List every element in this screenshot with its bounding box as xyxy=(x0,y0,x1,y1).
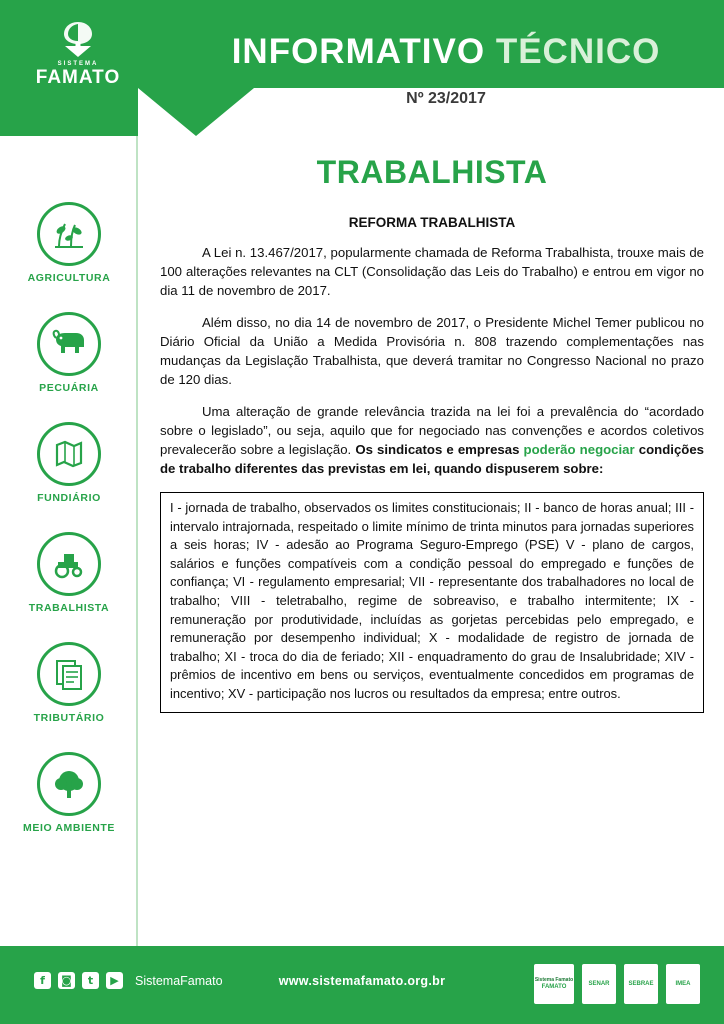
partner-logo-sebrae xyxy=(624,964,658,1004)
header-title xyxy=(196,32,696,72)
famato-logo xyxy=(30,18,126,96)
sidebar-item-meio-ambiente[interactable] xyxy=(0,752,138,834)
partner-logo-name: SENAR xyxy=(588,980,610,987)
cattle-icon xyxy=(37,312,101,376)
sidebar-item-label: PECUÁRIA xyxy=(39,382,99,394)
paragraph-2: Além disso, no dia 14 de novembro de 2017, o Presidente Michel Temer publicou no Diário Oficial da União a Medida Provisória n. 808 trazendo complementações nas mudanças da Legislação Trabalhista, que deverá tramitar no Congresso Nacional no prazo de 120 dias. xyxy=(160,315,704,387)
sidebar-item-label: AGRICULTURA xyxy=(27,272,111,284)
sidebar-item-pecuaria[interactable] xyxy=(0,312,138,394)
logo-sistema-text: SISTEMA xyxy=(57,61,99,67)
paragraph-3-bold-2: condições de trabalho diferentes das previstas em lei, quando dispuserem sobre: xyxy=(160,442,704,476)
page-title: TRABALHISTA xyxy=(316,154,548,190)
paragraph-1: A Lei n. 13.467/2017, popularmente chamada de Reforma Trabalhista, trouxe mais de 100 alterações relevantes na CLT (Consolidação das Leis do Trabalho) e entrou em vigor no dia 11 de novembro de 2017. xyxy=(160,245,704,298)
partner-logo-name: FAMATO xyxy=(541,984,567,990)
sidebar-item-label: TRIBUTÁRIO xyxy=(33,712,105,724)
sidebar-item-agricultura[interactable] xyxy=(0,202,138,284)
partner-logo-senar xyxy=(582,964,616,1004)
logo-famato-text: FAMATO xyxy=(35,67,121,88)
tractor-icon xyxy=(37,532,101,596)
sidebar-item-trabalhista[interactable] xyxy=(0,532,138,614)
page-header xyxy=(0,0,724,136)
page-footer xyxy=(0,946,724,1024)
leaf-logo-icon xyxy=(55,18,101,58)
land-map-icon xyxy=(37,422,101,486)
sidebar-item-label: TRABALHISTA xyxy=(28,602,110,614)
facebook-icon[interactable]: f xyxy=(34,972,51,989)
plants-icon xyxy=(37,202,101,266)
youtube-icon[interactable]: ▶ xyxy=(106,972,123,989)
paragraph-3 xyxy=(160,402,704,478)
twitter-icon[interactable]: t xyxy=(82,972,99,989)
enumerated-items-box: I - jornada de trabalho, observados os limites constitucionais; II - banco de horas anual; III - intervalo intrajornada, respeitado o limite mínimo de trinta minutos para jornadas superiores a seis horas; IV - adesão ao Programa Seguro-Emprego (PSE) V - plano de cargos, salários e funções compatíveis com a condição pessoal do empregado e funções de confiança; VI - regulamento empresarial; VII - representante dos trabalhadores no local de trabalho; VIII - teletrabalho, regime de sobreaviso, e trabalho intermitente; IX - remuneração por produtividade, incluídas as gorjetas percebidas pelo empregado, e remuneração por desempenho individual; X - modalidade de registro de jornada de trabalho; XI - troca do dia de feriado; XII - enquadramento do grau de Insalubridade; XIV - prêmios de incentivo em bens ou serviços, eventualmente concedidos em programas de incentivo; XV - participação nos lucros ou resultados da empresa; entre outros. xyxy=(160,492,704,713)
sidebar-item-tributario[interactable] xyxy=(0,642,138,724)
paragraph-3-bold-1: Os sindicatos e empresas xyxy=(355,442,524,457)
category-sidebar xyxy=(0,136,138,946)
tree-icon xyxy=(37,752,101,816)
website-url[interactable]: www.sistemafamato.org.br xyxy=(278,974,446,988)
document-content xyxy=(160,136,704,713)
sidebar-item-label: MEIO AMBIENTE xyxy=(23,822,115,834)
partner-logos xyxy=(534,964,700,1004)
social-handle: SistemaFamato xyxy=(135,973,223,988)
paragraph-3-plain: Uma alteração de grande relevância trazida na lei foi a prevalência do “acordado sobre o legislado”, ou seja, aquilo que for negociado nas convenções e acordos coletivos prevalecerão sobre a legislação. xyxy=(160,404,704,457)
partner-logo-famato xyxy=(534,964,574,1004)
sidebar-item-fundiario[interactable] xyxy=(0,422,138,504)
partner-logo-name: IMEA xyxy=(675,980,691,987)
issue-number: Nº 23/2017 xyxy=(406,90,486,107)
partner-logo-imea xyxy=(666,964,700,1004)
header-title-main: INFORMATIVO xyxy=(231,32,486,71)
page-subtitle: REFORMA TRABALHISTA xyxy=(348,215,516,230)
sidebar-item-label: FUNDIÁRIO xyxy=(37,492,101,504)
header-title-accent: TÉCNICO xyxy=(495,32,661,71)
documents-icon xyxy=(37,642,101,706)
paragraph-3-highlight: poderão negociar xyxy=(523,442,635,457)
partner-logo-caption: Sistema Famato xyxy=(534,977,574,983)
instagram-icon[interactable]: ◙ xyxy=(58,972,75,989)
partner-logo-name: SEBRAE xyxy=(628,980,654,987)
